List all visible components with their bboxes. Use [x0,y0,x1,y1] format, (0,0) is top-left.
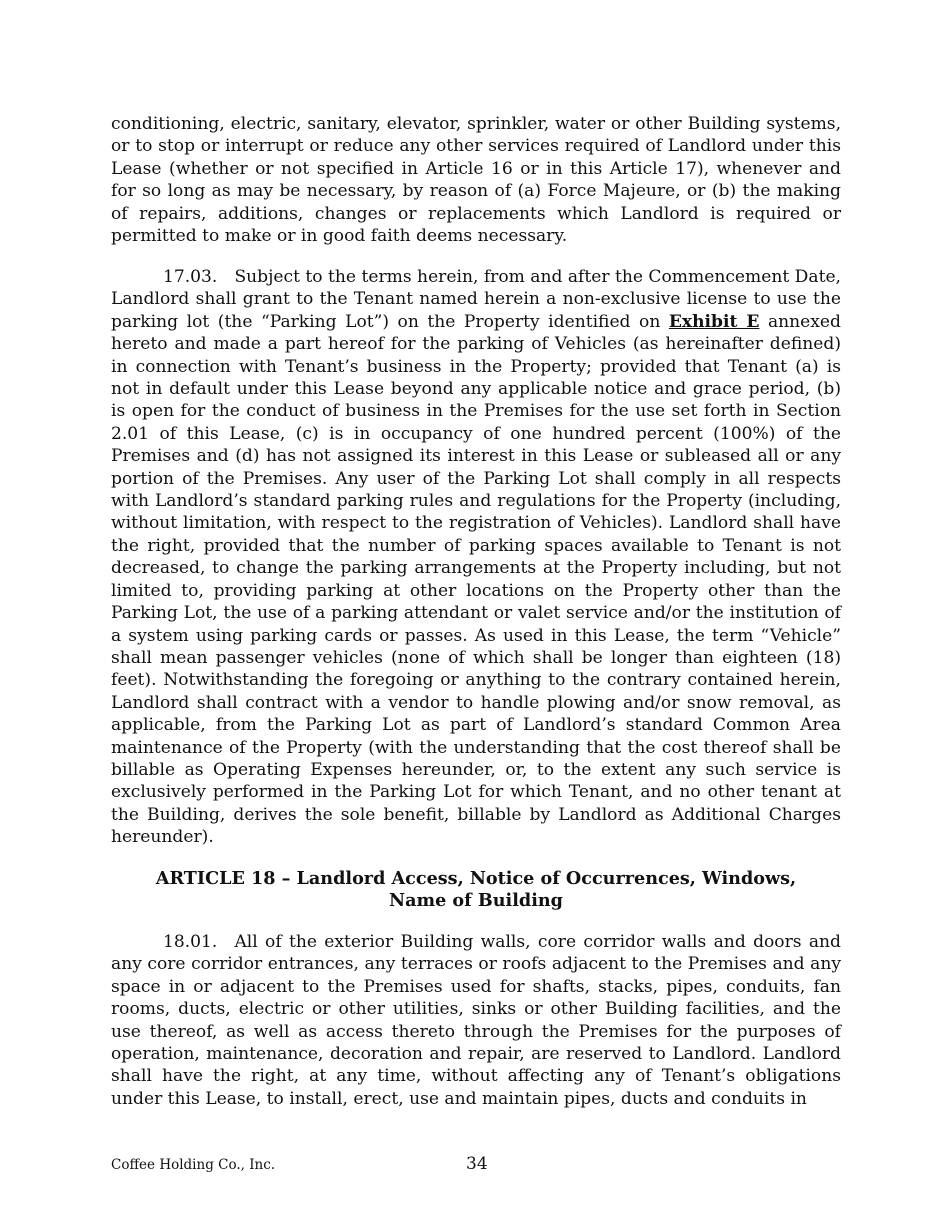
section-18-01-paragraph: 18.01. All of the exterior Building walls, core corridor walls and doors and any core corridor entrances, any terraces or roofs adjacent to the Premises and any space in or adjacent to the Premises used for shafts, stacks, pipes, conduits, fan rooms, ducts, electric or other utilities, sinks or other Building facilities, and the use thereof, as well as access thereto through the Premises for the purposes of operation, maintenance, decoration and repair, are reserved to Landlord. Landlord shall have the right, at any time, without affecting any of Tenant’s obligations under this Lease, to install, erect, use and maintain pipes, ducts and conduits in [111,932,841,1109]
continued-paragraph: conditioning, electric, sanitary, elevator, sprinkler, water or other Building systems, or to stop or interrupt or reduce any other services required of Landlord under this Lease (whether or not specified in Article 16 or in this Article 17), whenever and for so long as may be necessary, by reason of (a) Force Majeure, or (b) the making of repairs, additions, changes or replacements which Landlord is required or permitted to make or in good faith deems necessary. [111,114,841,247]
section-17-03-text-start: 17.03. Subject to the terms herein, from and after the Commencement Date, Landlord shall grant to the Tenant named herein a non-exclusive license to use the parking lot (the “Parking Lot”) on the Property identified on [111,267,841,332]
footer-company-name: Coffee Holding Co., Inc. [111,1157,276,1173]
exhibit-e-reference: Exhibit E [668,311,760,332]
page-number: 34 [466,1154,488,1174]
article-18-heading-line-1: ARTICLE 18 – Landlord Access, Notice of Occurrences, Windows, [155,868,797,889]
article-18-heading-line-2: Name of Building [389,890,563,912]
article-18-heading [111,868,841,913]
section-17-03-text-end: annexed hereto and made a part hereof for the parking of Vehicles (as hereinafter defined) in connection with Tenant’s business in the Property; provided that Tenant (a) is not in default under this Lease beyond any applicable notice and grace period, (b) is open for the conduct of business in the Premises for the use set forth in Section 2.01 of this Lease, (c) is in occupancy of one hundred percent (100%) of the Premises and (d) has not assigned its interest in this Lease or subleased all or any portion of the Premises. Any user of the Parking Lot shall comply in all respects with Landlord’s standard parking rules and regulations for the Property (including, without limitation, with respect to the registration of Vehicles). Landlord shall have the right, provided that the number of parking spaces available to Tenant is not decreased, to change the parking arrangements at the Property including, but not limited to, providing parking at other locations on the Property other than the Parking Lot, the use of a parking attendant or valet service and/or the institution of a system using parking cards or passes. As used in this Lease, the term “Vehicle” shall mean passenger vehicles (none of which shall be longer than eighteen (18) feet). Notwithstanding the foregoing or anything to the contrary contained herein, Landlord shall contract with a vendor to handle plowing and/or snow removal, as applicable, from the Parking Lot as part of Landlord’s standard Common Area maintenance of the Property (with the understanding that the cost thereof shall be billable as Operating Expenses hereunder, or, to the extent any such service is exclusively performed in the Parking Lot for which Tenant, and no other tenant at the Building, derives the sole benefit, billable by Landlord as Additional Charges hereunder). [111,311,841,848]
section-17-03-paragraph [111,266,841,849]
